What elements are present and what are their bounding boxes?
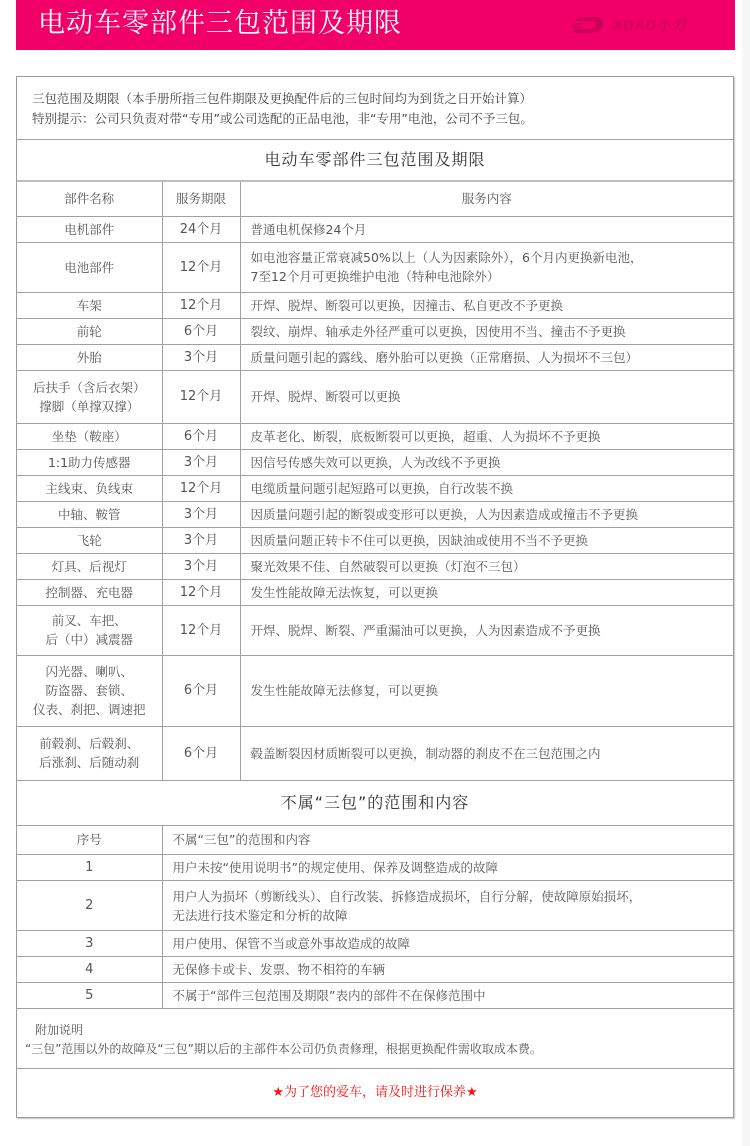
logo-text: XDAD小刀: [613, 17, 687, 33]
content-cell: 毂盖断裂因材质断裂可以更换，制动器的刹皮不在三包范围之内: [240, 726, 733, 780]
content-cell: 不属于“部件三包范围及期限”表内的部件不在保修范围中: [162, 983, 733, 1009]
warranty-table: [17, 182, 733, 781]
content-cell: 电缆质量问题引起短路可以更换，自行改装不换: [240, 475, 733, 501]
intro-block: [17, 77, 733, 140]
table-row: [17, 449, 733, 475]
content-cell: 用户人为损坏（剪断线头）、自行改装、拆修造成损坏，自行分解，使故障原始损坏， 无法进行技术鉴定和分析的故障: [162, 881, 733, 931]
number-cell: 3: [17, 931, 162, 957]
table-row: [17, 475, 733, 501]
number-cell: 4: [17, 957, 162, 983]
content-cell: 普通电机保修24个月: [240, 216, 733, 242]
part-cell: 飞轮: [17, 527, 162, 553]
warranty-table-title: 电动车零部件三包范围及期限: [17, 140, 733, 182]
exclusion-table-title: 不属“三包”的范围和内容: [17, 781, 733, 826]
part-cell: 车架: [17, 292, 162, 318]
part-cell: 前叉、车把、 后（中）减震器: [17, 605, 162, 655]
period-cell: 3个月: [162, 449, 240, 475]
period-cell: 12个月: [162, 605, 240, 655]
number-cell: 1: [17, 855, 162, 881]
exclusion-table: [17, 826, 733, 1010]
table-header-row: [17, 182, 733, 216]
content-cell: 发生性能故障无法修复，可以更换: [240, 655, 733, 726]
content-cell: 质量问题引起的露线、磨外胎可以更换（正常磨损、人为损坏不三包）: [240, 344, 733, 370]
page-header: [16, 0, 735, 50]
notes-text: “三包”范围以外的故障及“三包”期以后的主部件本公司仍负责修理，根据更换配件需收取成本费。: [25, 1042, 542, 1056]
part-cell: 中轴、鞍管: [17, 501, 162, 527]
period-cell: 3个月: [162, 344, 240, 370]
table-row: [17, 579, 733, 605]
content-cell: 皮革老化、断裂，底板断裂可以更换，超重、人为损坏不予更换: [240, 423, 733, 449]
part-cell: 控制器、充电器: [17, 579, 162, 605]
header-content: 不属“三包”的范围和内容: [162, 826, 733, 855]
period-cell: 6个月: [162, 318, 240, 344]
brand-logo: [571, 13, 687, 37]
number-cell: 5: [17, 983, 162, 1009]
content-cell: 因质量问题正转卡不住可以更换，因缺油或使用不当不予更换: [240, 527, 733, 553]
additional-notes: [17, 1009, 733, 1069]
table-row: [17, 423, 733, 449]
table-row: [17, 344, 733, 370]
table-row: [17, 983, 733, 1009]
intro-line-1: 三包范围及期限（本手册所指三包件期限及更换配件后的三包时间均为到货之日开始计算）: [32, 91, 533, 106]
period-cell: 3个月: [162, 553, 240, 579]
part-cell: 外胎: [17, 344, 162, 370]
period-cell: 6个月: [162, 423, 240, 449]
content-cell: 开焊、脱焊、断裂、严重漏油可以更换，人为因素造成不予更换: [240, 605, 733, 655]
notes-label: 附加说明: [35, 1023, 84, 1037]
content-cell: 因质量问题引起的断裂或变形可以更换，人为因素造成或撞击不予更换: [240, 501, 733, 527]
period-cell: 3个月: [162, 501, 240, 527]
content-cell: 开焊、脱焊、断裂可以更换，因撞击、私自更改不予更换: [240, 292, 733, 318]
table-row: [17, 318, 733, 344]
number-cell: 2: [17, 881, 162, 931]
content-cell: 用户使用、保管不当或意外事故造成的故障: [162, 931, 733, 957]
content-cell: 发生性能故障无法恢复，可以更换: [240, 579, 733, 605]
part-cell: 电机部件: [17, 216, 162, 242]
part-cell: 前轮: [17, 318, 162, 344]
table-row: [17, 527, 733, 553]
part-cell: 主线束、负线束: [17, 475, 162, 501]
page-title: 电动车零部件三包范围及期限: [38, 8, 402, 39]
maintenance-reminder: ★为了您的爱车，请及时进行保养★: [272, 1085, 478, 1100]
table-row: [17, 501, 733, 527]
content-cell: 聚光效果不佳、自然破裂可以更换（灯泡不三包）: [240, 553, 733, 579]
table-row: [17, 216, 733, 242]
header-part: 部件名称: [17, 182, 162, 216]
table-row: [17, 931, 733, 957]
part-cell: 灯具、后视灯: [17, 553, 162, 579]
logo-d-icon: [571, 15, 607, 35]
page-edge: [742, 0, 750, 1146]
part-cell: 闪光器、喇叭、 防盗器、套锁、 仪表、刹把、调速把: [17, 655, 162, 726]
table-row: [17, 605, 733, 655]
period-cell: 24个月: [162, 216, 240, 242]
content-cell: 开焊、脱焊、断裂可以更换: [240, 370, 733, 423]
period-cell: 12个月: [162, 292, 240, 318]
table-row: [17, 655, 733, 726]
table-row: [17, 855, 733, 881]
header-content: 服务内容: [240, 182, 733, 216]
table-header-row: [17, 826, 733, 855]
table-row: [17, 881, 733, 931]
period-cell: 12个月: [162, 370, 240, 423]
table-row: [17, 242, 733, 292]
part-cell: 1:1助力传感器: [17, 449, 162, 475]
header-period: 服务期限: [162, 182, 240, 216]
table-row: [17, 292, 733, 318]
period-cell: 12个月: [162, 475, 240, 501]
period-cell: 6个月: [162, 726, 240, 780]
part-cell: 电池部件: [17, 242, 162, 292]
content-cell: 因信号传感失效可以更换，人为改线不予更换: [240, 449, 733, 475]
header-no: 序号: [17, 826, 162, 855]
part-cell: 坐垫（鞍座）: [17, 423, 162, 449]
part-cell: 后扶手（含后衣架） 撑脚（单撑双撑）: [17, 370, 162, 423]
content-cell: 无保修卡或卡、发票、物不相符的车辆: [162, 957, 733, 983]
table-row: [17, 957, 733, 983]
content-cell: 裂纹、崩焊、轴承走外径严重可以更换，因使用不当、撞击不予更换: [240, 318, 733, 344]
warranty-sheet: [16, 76, 734, 1118]
table-row: [17, 726, 733, 780]
period-cell: 3个月: [162, 527, 240, 553]
period-cell: 12个月: [162, 242, 240, 292]
period-cell: 12个月: [162, 579, 240, 605]
part-cell: 前毂刹、后毂刹、 后涨刹、后随动刹: [17, 726, 162, 780]
table-row: [17, 370, 733, 423]
intro-line-2: 特别提示：公司只负责对带“专用”或公司选配的正品电池，非“专用”电池，公司不予三包。: [32, 111, 533, 126]
period-cell: 6个月: [162, 655, 240, 726]
content-cell: 如电池容量正常衰减50%以上（人为因素除外），6个月内更换新电池， 7至12个月可更换维护电池（特种电池除外）: [240, 242, 733, 292]
table-row: [17, 553, 733, 579]
content-cell: 用户未按“使用说明书”的规定使用、保养及调整造成的故障: [162, 855, 733, 881]
